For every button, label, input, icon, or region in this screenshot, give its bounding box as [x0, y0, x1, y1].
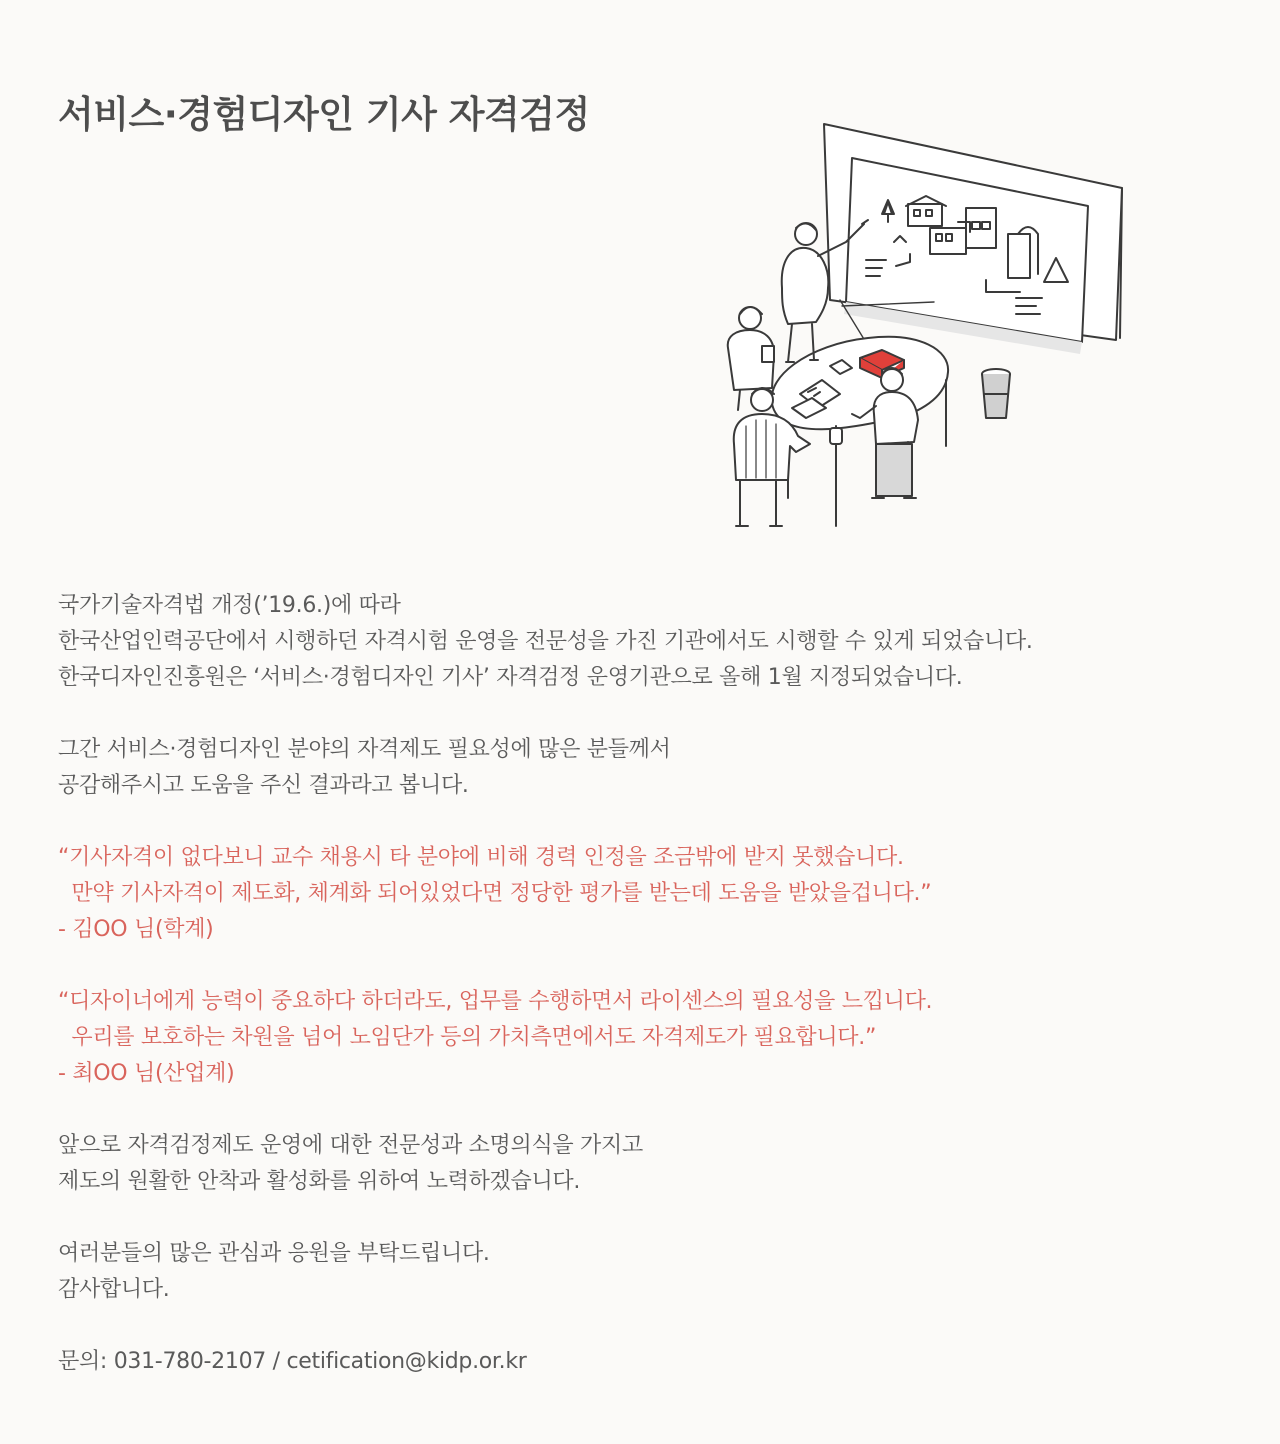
quote-line: 우리를 보호하는 차원을 넘어 노임단가 등의 가치측면에서도 자격제도가 필요합니다.”: [58, 1025, 877, 1050]
text-line: 제도의 원활한 안착과 활성화를 위하여 노력하겠습니다.: [58, 1169, 581, 1194]
testimonial-academia: [58, 840, 1238, 948]
text-line: 그간 서비스·경험디자인 분야의 자격제도 필요성에 많은 분들께서: [58, 737, 671, 762]
quote-attribution: - 최OO 님(산업계): [58, 1061, 235, 1086]
support-paragraph: [58, 732, 1238, 804]
testimonial-industry: [58, 984, 1238, 1092]
quote-line: “기사자격이 없다보니 교수 채용시 타 분야에 비해 경력 인정을 조금밖에 받지 못했습니다.: [58, 845, 904, 870]
text-line: 공감해주시고 도움을 주신 결과라고 봅니다.: [58, 773, 469, 798]
closing-paragraph: [58, 1128, 1238, 1200]
article-body: [58, 588, 1238, 1380]
quote-attribution: - 김OO 님(학계): [58, 917, 214, 942]
text-line: 감사합니다.: [58, 1277, 170, 1302]
stool: [982, 369, 1010, 418]
text-line: 한국디자인진흥원은 ‘서비스·경험디자인 기사’ 자격검정 운영기관으로 올해 1월 지정되었습니다.: [58, 665, 963, 690]
intro-paragraph: [58, 588, 1238, 696]
text-line: 여러분들의 많은 관심과 응원을 부탁드립니다.: [58, 1241, 490, 1266]
text-line: 앞으로 자격검정제도 운영에 대한 전문성과 소명의식을 가지고: [58, 1133, 643, 1158]
text-line: 국가기술자격법 개정(’19.6.)에 따라: [58, 593, 401, 618]
contact-info: [58, 1344, 1238, 1380]
quote-line: “디자이너에게 능력이 중요하다 하더라도, 업무를 수행하면서 라이센스의 필요성을 느낍니다.: [58, 989, 933, 1014]
quote-line: 만약 기사자격이 제도화, 체계화 되어있었다면 정당한 평가를 받는데 도움을 받았을겁니다.”: [58, 881, 932, 906]
text-line: 한국산업인력공단에서 시행하던 자격시험 운영을 전문성을 가진 기관에서도 시행할 수 있게 되었습니다.: [58, 629, 1033, 654]
thanks-paragraph: [58, 1236, 1238, 1308]
team-workshop-illustration: [700, 110, 1140, 540]
oval-table: [772, 337, 948, 526]
page-title: 서비스·경험디자인 기사 자격검정: [58, 93, 590, 136]
contact-text[interactable]: 문의: 031-780-2107 / cetification@kidp.or.kr: [58, 1349, 527, 1374]
